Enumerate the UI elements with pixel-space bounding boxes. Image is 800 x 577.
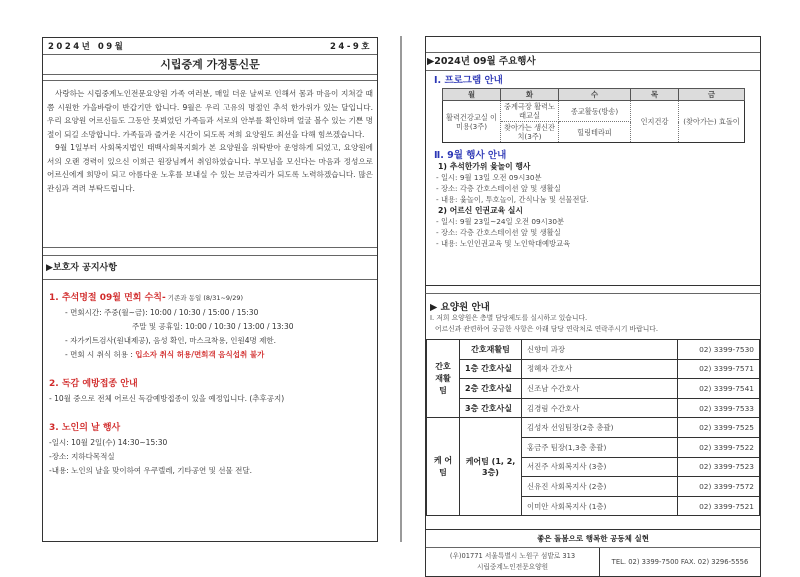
table-row: 간호 재활 팀 간호재활팀 신향미 과장 02) 3399-7530	[427, 340, 760, 360]
footer-address: (우)01771 서울특별시 노원구 섬밭로 313 시립중계노인전문요양원	[426, 548, 600, 576]
issue-number: 24-9호	[330, 42, 372, 52]
slogan: 좋은 돌봄으로 행복한 공동체 실현	[426, 530, 760, 548]
events-header: ▶2024년 09월 주요행사	[426, 53, 760, 71]
table-row: 서진주 사회복지사 (3층) 02) 3399-7523	[427, 457, 760, 477]
facility-info-box: ▶ 요양원 안내 Ⅰ. 저희 요양원은 층별 담당제도를 실시하고 있습니다. 어르신과 관련하여 궁금한 사항은 아래 담당 연락처로 연락주시기 바랍니다. 간호 재활 팀 간호재활팀 신향미 과장 02) 3399-7530 1층 간호사실 정혜자 간호사 02) 3399-7571 2층 간호사실 신조남 수간호사 02) 3399-7541 3층 간호사실 김경림 수간호사 02) 3399-7533 케 어 팀 케어팀 (1, 2, 3층) 김성자 선임팀장(2층 총괄) 02) 3399-7525 홍금주 팀장(1,3층 총괄) 02) 3399-7522 서진주 사회복지사 (3층) 02) 3399-7523 신유진 사회복지사 (2층) 02) 3399-7572 이미안 사회복지사 (1층) 02) 3399-7521 좋은 돌봄으로 행복한 공동체 실현 (우)01771 서울특별시 노원구 섬밭로 313 시립중계노인전문요양원 TEL. 02) 3399-7500 FAX. 02) 3296-5556	[425, 294, 761, 577]
table-row: 1층 간호사실 정혜자 간호사 02) 3399-7571	[427, 359, 760, 379]
staff-contact-table	[426, 339, 760, 516]
issue-date: 2024년 09월	[48, 42, 126, 52]
table-row: 3층 간호사실 김경림 수간호사 02) 3399-7533	[427, 398, 760, 418]
newsletter-left-panel	[42, 37, 378, 542]
events-box: ▶2024년 09월 주요행사 Ⅰ. 프로그램 안내 월 화 수 목 금 활력건강교실 이미용(3주) 중계극장 활력노래교실 종교활동(방송) 인지건강 (찾아가는) 효돌이 찾아가는 생신잔치(3주) 힐링테라피 Ⅱ. 9월 행사 안내 1) 추석한가위 윷놀이 행사 - 일시: 9월 13일 오전 09시30분 - 장소: 각층 간호스테이션 앞 및 생활실 - 내용: 윷놀이, 투호놀이, 간식나눔 및 선물전달. 2) 어르신 인권교육 실시 - 일시: 9월 23일~24일 오전 09시30분 - 장소: 각층 간호스테이션 앞 및 생활실 - 내용: 노인인권교육 및 노인학대예방교육	[425, 36, 761, 286]
guardian-notice-header: ▶보호자 공지사항	[43, 256, 377, 280]
table-row: 신유진 사회복지사 (2층) 02) 3399-7572	[427, 477, 760, 497]
table-row: 케 어 팀 케어팀 (1, 2, 3층) 김성자 선임팀장(2층 총괄) 02) 3399-7525	[427, 418, 760, 438]
issue-header	[43, 38, 377, 55]
newsletter-title: 시립중계 가정통신문	[43, 55, 377, 75]
intro-text	[43, 81, 377, 248]
notice-heading: 2. 독감 예방접종 안내	[49, 379, 138, 389]
guardian-notices: 1. 추석명절 09월 면회 수칙- 기존과 동일 (8/31~9/29) - 면회시간: 주중(월~금): 10:00 / 10:30 / 15:00 / 15:30 주말 및 공휴일: 10:00 / 10:30 / 13:00 / 13:30 - 자가키트검사(원내제공), 음성 확인, 마스크착용, 인원4명 제한. - 면회 시 취식 허용 : 입소자 취식 허용/면회객 음식섭취 불가 2. 독감 예방접종 안내 - 10월 중으로 전체 어르신 독감예방접종이 있을 예정입니다. (추후공지) 3. 노인의 날 행사 -일시: 10월 2일(수) 14:30~15:30 -장소: 지하다목적실 -내용: 노인의 날을 맞이하여 우쿠렐레, 기타공연 및 선물 전달.	[43, 280, 377, 478]
notice-heading: 3. 노인의 날 행사	[49, 423, 121, 433]
footer-contact: TEL. 02) 3399-7500 FAX. 02) 3296-5556	[611, 558, 749, 567]
events-title: Ⅱ. 9월 행사 안내	[434, 150, 507, 161]
facility-info-header: ▶ 요양원 안내	[430, 302, 490, 313]
table-row: 2층 간호사실 신조남 수간호사 02) 3399-7541	[427, 379, 760, 399]
newsletter-right-panel	[425, 36, 761, 572]
page-divider	[400, 36, 402, 542]
notice-heading: 1. 추석명절 09월 면회 수칙- 기존과 동일 (8/31~9/29)	[49, 293, 244, 303]
intro-paragraph: 사랑하는 시립중계노인전문요양원 가족 여러분, 매일 더운 날씨로 인해서 몸과 마음이 지쳐갈 때 쯤 시원한 가을바람이 반갑기만 합니다. 9월은 우리 고유의 명절인 추석 한가위가 있는 달입니다. 우리 요양원 어르신들도 그동안 못뵈었던 가족들과 서로의 안부를 확인하며 얼굴 볼수 있는 기쁜 명절이 되길 소망합니다. 가족들과 즐거운 시간이 되도록 저희 요양원도 최선을 다해 힘쓰겠습니다.	[47, 89, 373, 139]
table-row: 홍금주 팀장(1,3층 총괄) 02) 3399-7522	[427, 437, 760, 457]
table-row: 이미안 사회복지사 (1층) 02) 3399-7521	[427, 496, 760, 516]
intro-paragraph: 9월 1일부터 사회복지법인 태백사회복지회가 본 요양원을 위탁받아 운영하게 되었고, 요양원에서의 오랜 경력이 있으신 이희근 원장님께서 취임하였습니다. 부모님을 모신다는 마음과 정성으로 어르신에게 희망이 되고 아름다운 노후를 보내실 수 있는 보금자리가 되도록 노력하겠습니다. 많은 관심과 격려 부탁드립니다.	[47, 143, 373, 193]
footer	[426, 548, 760, 576]
program-title: Ⅰ. 프로그램 안내	[434, 75, 503, 86]
program-table: 월 화 수 목 금 활력건강교실 이미용(3주) 중계극장 활력노래교실 종교활동(방송) 인지건강 (찾아가는) 효돌이 찾아가는 생신잔치(3주) 힐링테라피	[442, 88, 745, 143]
